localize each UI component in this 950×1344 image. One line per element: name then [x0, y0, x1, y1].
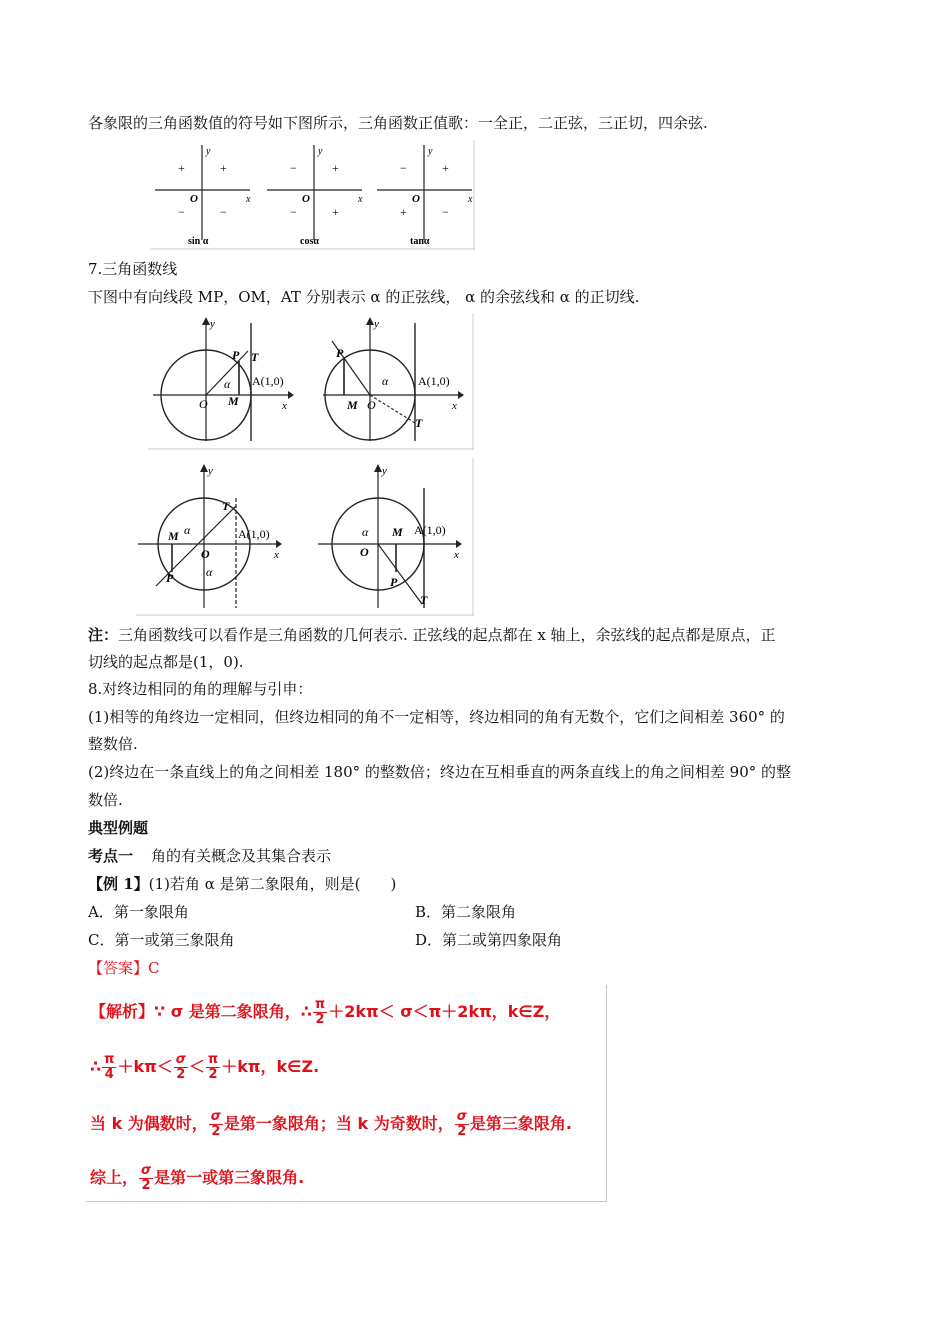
svg-text:P: P — [232, 348, 240, 362]
trig-lines-figure-top — [148, 313, 474, 450]
option-d: D．第二或第四象限角 — [415, 931, 563, 949]
svg-text:M: M — [347, 398, 358, 412]
unit-circle-q2 — [323, 317, 464, 441]
svg-text:x: x — [274, 549, 279, 561]
example-line — [88, 874, 396, 894]
svg-text:+: + — [442, 161, 449, 175]
svg-text:−: − — [290, 205, 297, 219]
svg-text:−: − — [290, 161, 297, 175]
note-line-1 — [88, 625, 776, 645]
examples-heading: 典型例题 — [88, 819, 149, 837]
section8-p2-b: 数倍. — [88, 791, 123, 809]
svg-text:O: O — [190, 193, 198, 205]
svg-text:O: O — [201, 547, 210, 561]
example-label: 【例 1】 — [88, 875, 149, 893]
svg-text:O: O — [302, 193, 310, 205]
svg-text:x: x — [452, 400, 457, 412]
svg-text:−: − — [400, 161, 407, 175]
svg-text:M: M — [228, 394, 239, 408]
svg-text:α: α — [362, 525, 369, 539]
svg-text:T: T — [420, 593, 428, 607]
kaodian-title: 角的有关概念及其集合表示 — [151, 847, 332, 865]
svg-text:+: + — [220, 161, 227, 175]
svg-text:+: + — [332, 205, 339, 219]
analysis-line-4: 综上， $\frac{\sigma}{2}$ 是第一或第三象限角. — [90, 1163, 305, 1193]
svg-text:T: T — [251, 350, 259, 364]
option-b: B．第二象限角 — [415, 903, 517, 921]
svg-text:+: + — [178, 161, 185, 175]
svg-text:sin α: sin α — [188, 236, 209, 247]
sign-diagrams-figure — [150, 140, 475, 250]
kaodian-line — [88, 846, 331, 866]
note-text-2: 切线的起点都是(1，0). — [88, 653, 244, 671]
answer-label: 【答案】 — [88, 959, 149, 977]
svg-text:−: − — [220, 205, 227, 219]
svg-text:y: y — [206, 146, 211, 157]
unit-circle-q4 — [318, 464, 462, 608]
trig-lines-figure-bottom — [136, 458, 474, 616]
svg-text:M: M — [392, 525, 403, 539]
svg-text:O: O — [412, 193, 420, 205]
section8-title: 8.对终边相同的角的理解与引申： — [88, 680, 313, 698]
svg-text:x: x — [358, 194, 363, 205]
svg-text:+: + — [400, 205, 407, 219]
svg-text:O: O — [199, 397, 208, 411]
section7-title: 7.三角函数线 — [88, 260, 178, 278]
sin-sign-diagram — [155, 145, 251, 247]
note-text-1: 三角函数线可以看作是三角函数的几何表示. 正弦线的起点都在 x 轴上，余弦线的起点都是原点，正 — [118, 626, 776, 644]
svg-text:y: y — [208, 465, 213, 477]
svg-text:y: y — [210, 318, 215, 330]
note-label: 注： — [88, 626, 119, 644]
svg-text:x: x — [282, 400, 287, 412]
svg-text:P: P — [390, 575, 398, 589]
example-question: (1)若角 α 是第二象限角，则是( ) — [148, 875, 397, 893]
svg-text:A(1,0): A(1,0) — [252, 374, 284, 388]
svg-text:−: − — [442, 205, 449, 219]
section8-p1-b: 整数倍. — [88, 735, 138, 753]
tan-sign-diagram — [377, 145, 473, 247]
svg-text:T: T — [415, 416, 423, 430]
svg-text:A(1,0): A(1,0) — [238, 527, 270, 541]
svg-text:T: T — [222, 499, 230, 513]
intro-text: 各象限的三角函数值的符号如下图所示，三角函数正值歌：一全正，二正弦，三正切，四余弦. — [88, 114, 708, 132]
section8-p1-a: (1)相等的角终边一定相同，但终边相同的角不一定相等，终边相同的角有无数个，它们之间相差 360° 的 — [88, 708, 785, 726]
analysis-line-2: ∴ $\frac{\pi}{4}$ ＋kπ＜ $\frac{\sigma}{2}$ ＜ $\frac{\pi}{2}$ ＋kπ，k∈Z. — [90, 1052, 320, 1082]
svg-text:y: y — [382, 465, 387, 477]
option-c: C．第一或第三象限角 — [88, 931, 235, 949]
svg-text:cosα: cosα — [300, 236, 319, 247]
svg-text:y: y — [318, 146, 323, 157]
section8-p2-a: (2)终边在一条直线上的角之间相差 180° 的整数倍；终边在互相垂直的两条直线上的角之间相差 90° 的整 — [88, 763, 792, 781]
cos-sign-diagram — [267, 145, 363, 247]
svg-text:α: α — [184, 523, 191, 537]
svg-text:x: x — [468, 194, 473, 205]
option-a: A．第一象限角 — [88, 903, 189, 921]
svg-text:A(1,0): A(1,0) — [414, 523, 446, 537]
analysis-line-1: 【解析】∵ σ 是第二象限角，∴ $\frac{\pi}{2}$ ＋2kπ＜ σ＜π＋2kπ，k∈Z， — [90, 997, 561, 1027]
svg-text:O: O — [367, 398, 376, 412]
analysis-line-3: 当 k 为偶数时， $\frac{\sigma}{2}$ 是第一象限角；当 k 为奇数时， $\frac{\sigma}{2}$ 是第三象限角. — [90, 1109, 572, 1139]
svg-text:y: y — [428, 146, 433, 157]
answer-value: C — [148, 959, 160, 977]
svg-text:A(1,0): A(1,0) — [418, 374, 450, 388]
svg-text:tanα: tanα — [410, 236, 430, 247]
svg-text:P: P — [166, 571, 174, 585]
answer-line — [88, 958, 160, 978]
kaodian-label: 考点一 — [88, 847, 134, 865]
svg-text:α: α — [224, 377, 231, 391]
svg-text:α: α — [382, 374, 389, 388]
svg-text:y: y — [374, 318, 379, 330]
svg-text:M: M — [168, 529, 179, 543]
svg-text:x: x — [454, 549, 459, 561]
section7-text: 下图中有向线段 MP，OM，AT 分别表示 α 的正弦线， α 的余弦线和 α 的正切线. — [88, 288, 640, 306]
svg-text:+: + — [332, 161, 339, 175]
svg-text:α: α — [206, 565, 213, 579]
svg-text:−: − — [178, 205, 185, 219]
svg-text:O: O — [360, 545, 369, 559]
svg-text:P: P — [336, 346, 344, 360]
unit-circle-q3 — [138, 464, 282, 608]
unit-circle-q1 — [153, 317, 294, 441]
svg-text:x: x — [246, 194, 251, 205]
